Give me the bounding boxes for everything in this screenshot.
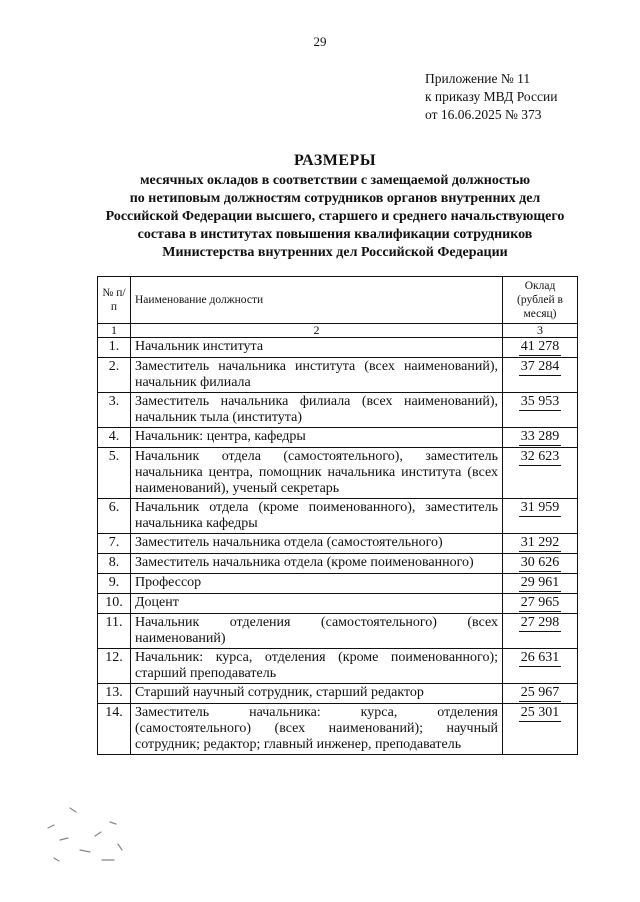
salary-value-cell <box>503 594 578 614</box>
table-row <box>98 393 578 428</box>
index-cell: 2 <box>131 324 503 338</box>
row-number: 12. <box>105 650 123 665</box>
salary-value: 37 284 <box>520 359 560 374</box>
salary-value: 29 961 <box>520 575 560 590</box>
row-number: 14. <box>105 705 123 720</box>
salary-value: 32 623 <box>520 449 560 464</box>
position-name-cell <box>131 499 503 534</box>
position-name-cell <box>131 448 503 499</box>
position-name: Начальник отдела (кроме поименованного), заместитель начальника кафедры <box>135 500 498 531</box>
position-name-cell <box>131 534 503 554</box>
table-index-row <box>98 324 578 338</box>
salary-value-cell <box>503 428 578 448</box>
table-row <box>98 338 578 358</box>
table-row <box>98 534 578 554</box>
position-name: Старший научный сотрудник, старший редактор <box>135 685 424 700</box>
appendix-line: Приложение № 11 <box>425 71 531 86</box>
position-name: Доцент <box>135 595 179 610</box>
heading-line: состава в институтах повышения квалификации сотрудников <box>137 227 533 242</box>
position-name: Заместитель начальника отдела (кроме поименованного) <box>135 555 474 570</box>
salary-value: 31 292 <box>520 535 560 550</box>
table-row <box>98 428 578 448</box>
salary-value-cell <box>503 649 578 684</box>
salary-value-cell <box>503 338 578 358</box>
table-row <box>98 649 578 684</box>
salary-value-cell <box>503 684 578 704</box>
document-title: РАЗМЕРЫ <box>293 152 377 169</box>
heading-line: Российской Федерации высшего, старшего и среднего начальствующего <box>105 209 565 224</box>
header-num: № п/п <box>98 277 131 324</box>
salary-value: 33 289 <box>520 429 560 444</box>
row-number: 10. <box>105 595 123 610</box>
row-number-cell <box>98 338 131 358</box>
row-number-cell <box>98 594 131 614</box>
row-number: 3. <box>108 394 120 409</box>
row-number-cell <box>98 534 131 554</box>
position-name: Начальник института <box>135 339 264 354</box>
salary-value-cell <box>503 448 578 499</box>
row-number: 7. <box>108 535 120 550</box>
salary-value: 25 301 <box>520 705 560 720</box>
position-name: Заместитель начальника: курса, отделения (самостоятельного) (всех наименований); научный сотрудник; редактор; главный инженер, преподаватель <box>135 705 498 752</box>
row-number-cell <box>98 428 131 448</box>
index-cell: 1 <box>98 324 131 338</box>
salary-value-cell <box>503 358 578 393</box>
position-name: Заместитель начальника отдела (самостоятельного) <box>135 535 443 550</box>
position-name: Профессор <box>135 575 202 590</box>
row-number: 6. <box>108 500 120 515</box>
salary-value: 31 959 <box>520 500 560 515</box>
row-number-cell <box>98 554 131 574</box>
salary-value-cell <box>503 393 578 428</box>
margin-marks <box>40 800 150 870</box>
document-heading <box>60 152 610 262</box>
appendix-line: к приказу МВД России <box>425 89 558 104</box>
row-number-cell <box>98 393 131 428</box>
row-number: 8. <box>108 555 120 570</box>
table-row <box>98 594 578 614</box>
salary-value-cell <box>503 554 578 574</box>
position-name-cell <box>131 614 503 649</box>
table-row <box>98 684 578 704</box>
position-name-cell <box>131 574 503 594</box>
row-number: 11. <box>105 615 123 630</box>
position-name-cell <box>131 649 503 684</box>
salary-value-cell <box>503 534 578 554</box>
row-number-cell <box>98 574 131 594</box>
heading-line: месячных окладов в соответствии с замещаемой должностью <box>139 173 531 188</box>
table-row <box>98 499 578 534</box>
position-name-cell <box>131 704 503 755</box>
row-number: 13. <box>105 685 123 700</box>
position-name-cell <box>131 393 503 428</box>
position-name: Начальник отделения (самостоятельного) (всех наименований) <box>135 615 498 646</box>
table-row <box>98 358 578 393</box>
table-header-row <box>98 277 578 324</box>
position-name-cell <box>131 554 503 574</box>
position-name: Начальник отдела (самостоятельного), заместитель начальника центра, помощник начальника института (всех наименований), ученый секретарь <box>135 449 498 496</box>
salary-value: 25 967 <box>520 685 560 700</box>
position-name: Заместитель начальника института (всех наименований), начальник филиала <box>135 359 498 390</box>
salary-table <box>97 276 578 755</box>
table-row <box>98 704 578 755</box>
row-number-cell <box>98 358 131 393</box>
row-number: 9. <box>108 575 120 590</box>
header-salary: Оклад (рублей в месяц) <box>503 277 578 324</box>
position-name-cell <box>131 594 503 614</box>
row-number-cell <box>98 684 131 704</box>
page-number: 29 <box>313 34 327 49</box>
position-name-cell <box>131 684 503 704</box>
salary-value-cell <box>503 574 578 594</box>
position-name: Начальник: курса, отделения (кроме поименованного); старший преподаватель <box>135 650 498 681</box>
appendix-line: от 16.06.2025 № 373 <box>425 107 542 122</box>
row-number-cell <box>98 704 131 755</box>
appendix-reference <box>425 70 557 124</box>
salary-value-cell <box>503 614 578 649</box>
heading-line: по нетиповым должностям сотрудников органов внутренних дел <box>129 191 541 206</box>
position-name: Заместитель начальника филиала (всех наименований), начальник тыла (института) <box>135 394 498 425</box>
position-name-cell <box>131 358 503 393</box>
position-name-cell <box>131 428 503 448</box>
table-row <box>98 448 578 499</box>
salary-value: 30 626 <box>520 555 560 570</box>
row-number-cell <box>98 614 131 649</box>
salary-value-cell <box>503 499 578 534</box>
salary-value: 41 278 <box>520 339 560 354</box>
table-row <box>98 614 578 649</box>
table-row <box>98 554 578 574</box>
row-number: 5. <box>108 449 120 464</box>
row-number-cell <box>98 649 131 684</box>
position-name: Начальник: центра, кафедры <box>135 429 306 444</box>
table-row <box>98 574 578 594</box>
row-number: 2. <box>108 359 120 374</box>
row-number-cell <box>98 448 131 499</box>
salary-value: 26 631 <box>520 650 560 665</box>
row-number: 1. <box>108 339 120 354</box>
salary-value: 35 953 <box>520 394 560 409</box>
index-cell: 3 <box>503 324 578 338</box>
heading-line: Министерства внутренних дел Российской Федерации <box>162 245 508 260</box>
salary-value: 27 965 <box>520 595 560 610</box>
position-name-cell <box>131 338 503 358</box>
row-number-cell <box>98 499 131 534</box>
salary-value: 27 298 <box>520 615 560 630</box>
row-number: 4. <box>108 429 120 444</box>
salary-value-cell <box>503 704 578 755</box>
header-name: Наименование должности <box>131 277 503 324</box>
